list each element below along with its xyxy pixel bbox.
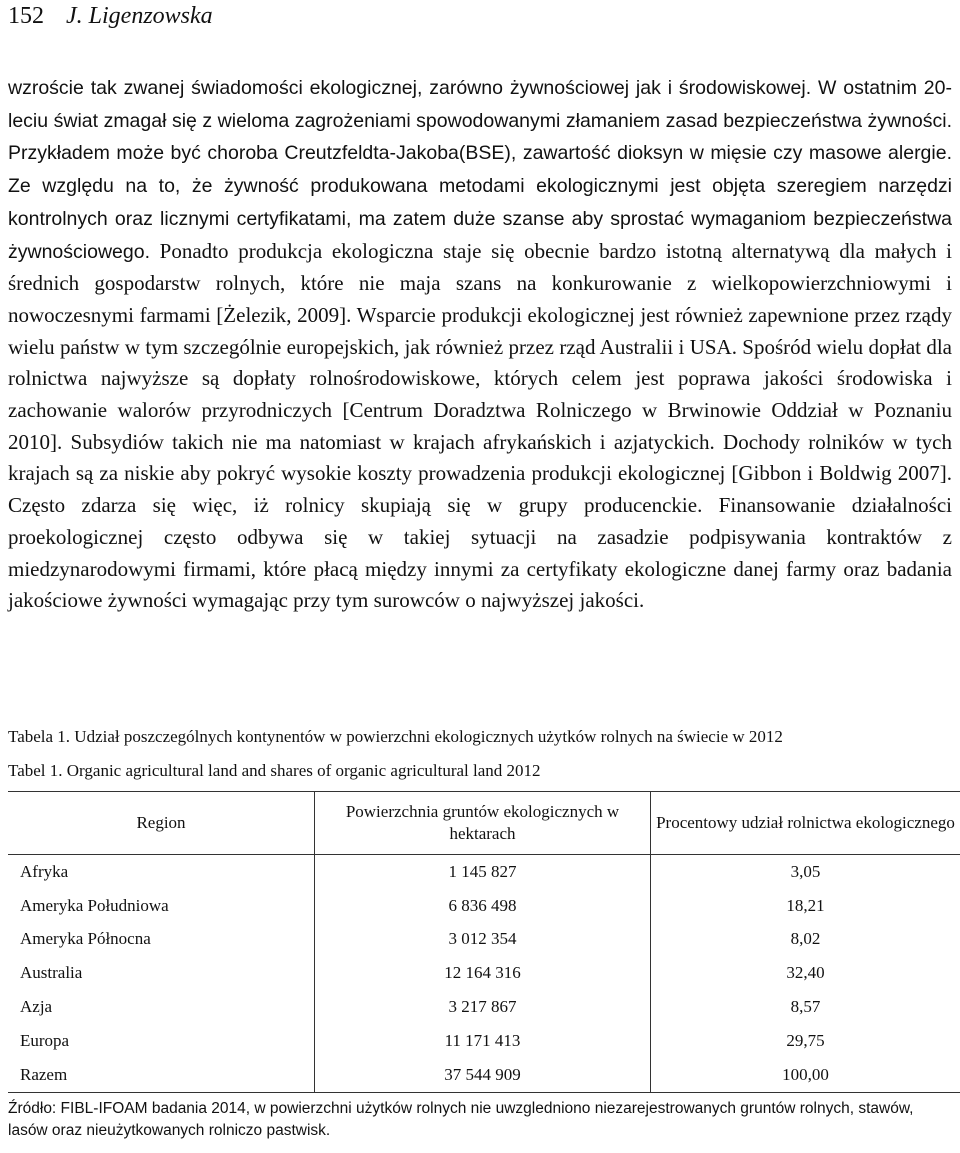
cell-share: 18,21 — [651, 889, 960, 923]
header-region: Region — [8, 792, 315, 855]
cell-region: Ameryka Północna — [20, 929, 151, 949]
body-paragraph-part1: wzroście tak zwanej świadomości ekologicznej, zarówno żywnościowej jak i środowiskowej. W ostatnim 20-leciu świat zmagał się z wieloma zagrożeniami spowodowanymi złamaniem zasad bezpieczeństwa żywności. Przykładem może być choroba Creutzfeldta-Jakoba(BSE), zawartość dioksyn w mięsie czy masowe alergie. Ze względu na to, że żywność produkowana metodami ekologicznymi jest objęta szeregiem narzędzi kontrolnych oraz licznymi certyfikatami, ma zatem duże szanse aby sprostać wymaganiom bezpieczeństwa żywnościowego. — [8, 77, 952, 263]
cell-area: 37 544 909 — [315, 1058, 651, 1092]
author-name: J. Ligenzowska — [66, 3, 213, 29]
cell-area: 1 145 827 — [315, 855, 651, 889]
table-header-row — [8, 792, 960, 855]
table-row-total — [8, 1058, 960, 1092]
body-paragraph-part2: Ponadto produkcja ekologiczna staje się obecnie bardzo istotną alternatywą dla małych i średnich gospodarstw rolnych, które nie maja szans na konkurowanie z wielkopowierzchniowymi i nowoczesnymi farmami [Żelezik, 2009]. Wsparcie produkcji ekologicznej jest również zapewnione przez rządy wielu państw w tym szczególnie europejskich, jak również przez rząd Australii i USA. Spośród wielu dopłat dla rolnictwa najwyższe są dopłaty rolnośrodowiskowe, których celem jest poprawa jakości środowiska i zachowanie walorów przyrodniczych [Centrum Doradztwa Rolniczego w Brwinowie Oddział w Poznaniu 2010]. Subsydiów takich nie ma natomiast w krajach afrykańskich i azjatyckich. Dochody rolników w tych krajach są za niskie aby pokryć wysokie koszty prowadzenia produkcji ekologicznej [Gibbon i Boldwig 2007]. Często zdarza się więc, iż rolnicy skupiają się w grupy producenckie. Finansowanie działalności proekologicznej często odbywa się w takiej sytuacji na zasadzie podpisywania kontraktów z miedzynarodowymi firmami, które płacą między innymi za certyfikaty ekologiczne danej farmy oraz badania jakościowe żywności wymagając przy tym surowców o najwyższej jakości. — [8, 238, 952, 613]
table-row — [8, 956, 960, 990]
table-row — [8, 990, 960, 1024]
cell-region: Razem — [8, 1058, 315, 1092]
header-share: Procentowy udział rolnictwa ekologicznego — [651, 792, 960, 855]
cell-area: 6 836 498 — [315, 889, 651, 923]
cell-share: 100,00 — [651, 1058, 960, 1092]
table-source-note: Źródło: FIBL-IFOAM badania 2014, w powierzchni użytków rolnych nie uwzgledniono niezarejestrowanych gruntów rolnych, stawów, lasów oraz nieużytkowanych rolniczo pastwisk. — [8, 1100, 914, 1139]
running-head — [8, 2, 213, 30]
cell-region: Afryka — [20, 861, 69, 881]
table-row — [8, 889, 960, 923]
cell-share: 3,05 — [651, 855, 960, 889]
table-row — [8, 923, 960, 957]
table-caption-english: Tabel 1. Organic agricultural land and shares of organic agricultural land 2012 — [8, 761, 541, 780]
page-number: 152 — [8, 3, 44, 29]
cell-region: Ameryka Południowa — [20, 895, 169, 915]
cell-region: Australia — [20, 963, 83, 983]
cell-share: 8,02 — [651, 923, 960, 957]
cell-area: 3 012 354 — [315, 923, 651, 957]
header-area: Powierzchnia gruntów ekologicznych w hektarach — [315, 792, 651, 855]
cell-region: Europa — [20, 1030, 70, 1050]
table-caption-polish: Tabela 1. Udział poszczególnych kontynentów w powierzchni ekologicznych użytków rolnych na świecie w 2012 — [8, 727, 783, 746]
cell-area: 3 217 867 — [315, 990, 651, 1024]
table-row — [8, 855, 960, 889]
cell-share: 29,75 — [651, 1024, 960, 1058]
organic-land-table — [8, 791, 960, 1093]
table-row — [8, 1024, 960, 1058]
cell-share: 32,40 — [651, 956, 960, 990]
cell-region: Azja — [20, 997, 53, 1017]
body-paragraph — [8, 72, 952, 617]
cell-area: 12 164 316 — [315, 956, 651, 990]
cell-share: 8,57 — [651, 990, 960, 1024]
cell-area: 11 171 413 — [315, 1024, 651, 1058]
